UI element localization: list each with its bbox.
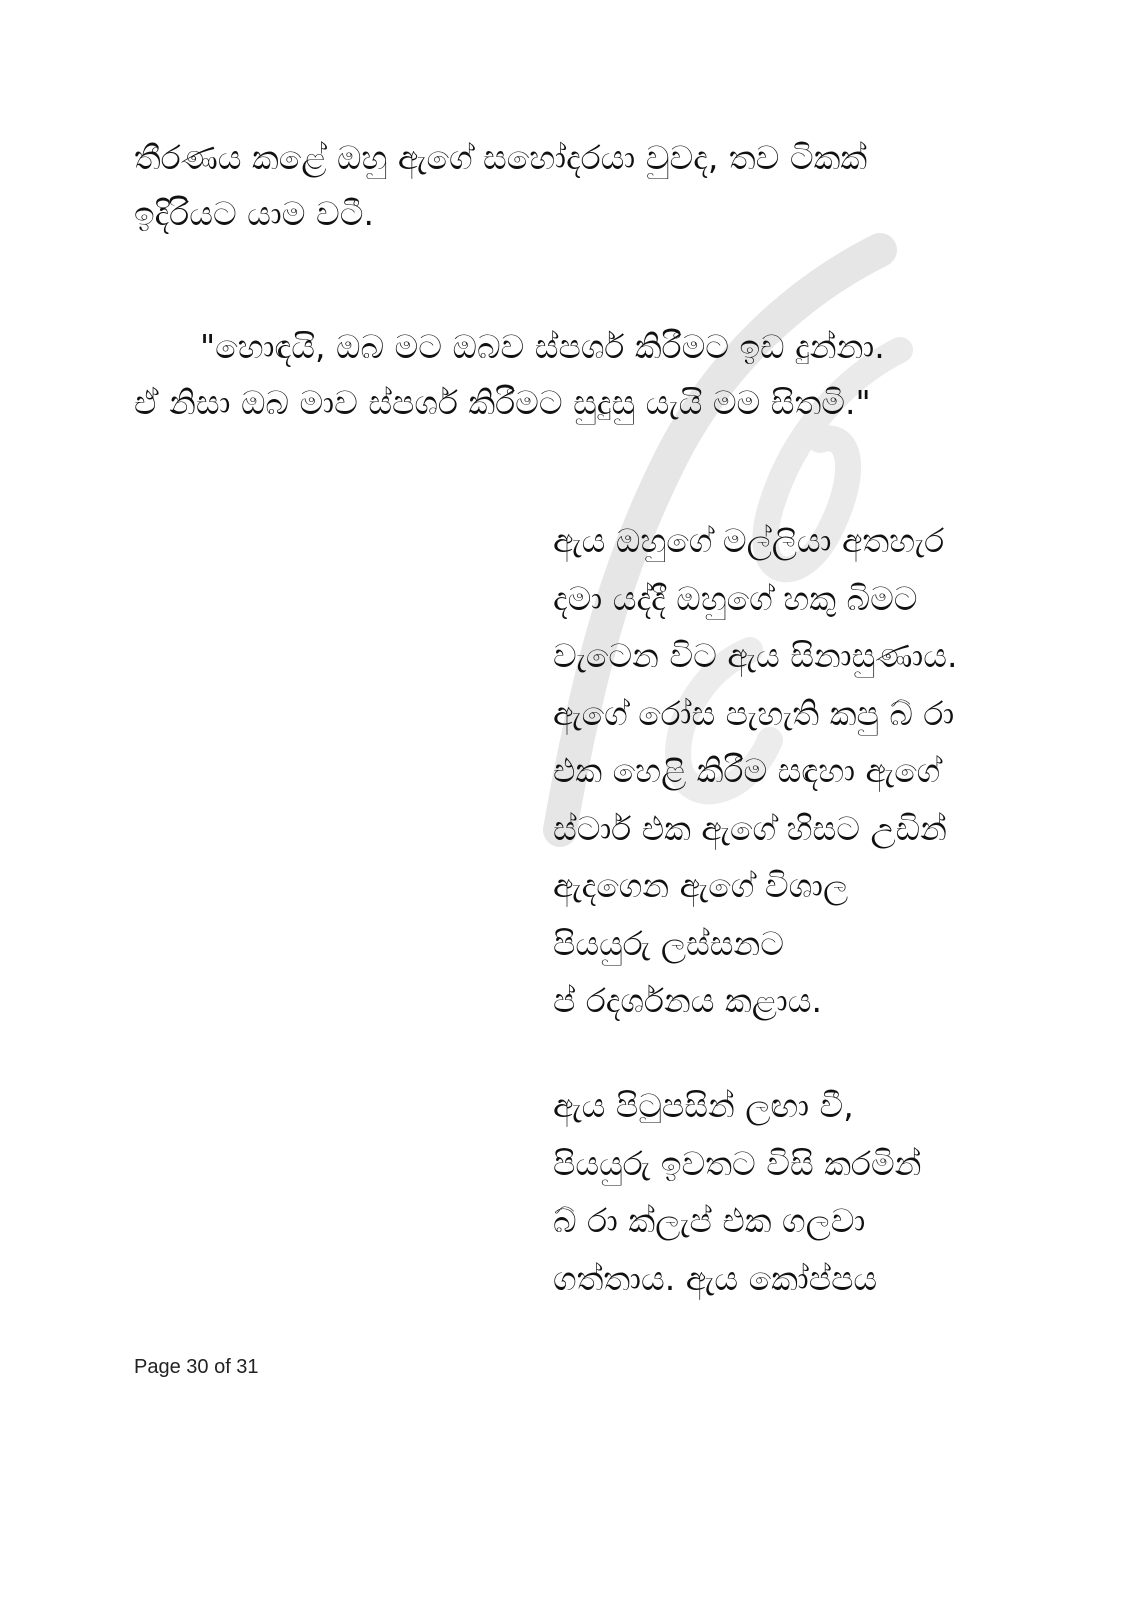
- text-line: එක හෙළි කිරීම සඳහා ඇගේ: [553, 751, 941, 790]
- text-line: පියයුරු ඉවතට විසි කරමින්: [553, 1143, 922, 1183]
- text-line: දමා යද්දී ඔහුගේ හකු බිමට: [553, 578, 918, 618]
- text-line: ඇදගෙන ඇගේ විශාල: [553, 866, 849, 905]
- paragraph-1: [134, 130, 867, 242]
- text-line: ඇය පිටුපසින් ලඟා වී,: [553, 1086, 854, 1125]
- text-line: වැටෙන විට ඇය සිනාසුණාය.: [553, 636, 958, 675]
- text-line: පියයුරු ලස්සනට: [553, 923, 785, 963]
- text-line: තීරණය කළේ ඔහු ඇගේ සහෝදරයා වුවද, තව ටිකක්: [134, 138, 868, 177]
- text-line: ඉදිරියට යාම වටී.: [134, 194, 374, 233]
- text-line: "හොඳයි, ඔබ මට ඔබව ස්පර්ශ කිරීමට ඉඩ දුන්නා.: [200, 327, 885, 366]
- text-line: ස්ටාර් එක ඇගේ හිසට උඩින්: [553, 808, 947, 848]
- page-number-footer: Page 30 of 31: [134, 1356, 259, 1378]
- text-line: ඇය ඔහුගේ මල්ලියා අතහැර: [553, 521, 945, 560]
- paragraph-4: [553, 1077, 921, 1307]
- text-line: ඇගේ රෝස පැහැති කපු බ් රා: [553, 693, 955, 733]
- text-line: ඒ නිසා ඔබ මාව ස්පර්ශ කිරීමට සුදුසු යැයි මම සිතමි.": [134, 383, 871, 422]
- text-line: බ් රා ක්ලැප් එක ගලවා: [553, 1201, 866, 1240]
- text-line: ගත්තාය. ඇය කෝප්පය: [553, 1258, 878, 1298]
- paragraph-2: [134, 319, 885, 431]
- paragraph-3: [553, 512, 957, 1030]
- text-line: ප් රදර්ශනය කළාය.: [553, 981, 823, 1020]
